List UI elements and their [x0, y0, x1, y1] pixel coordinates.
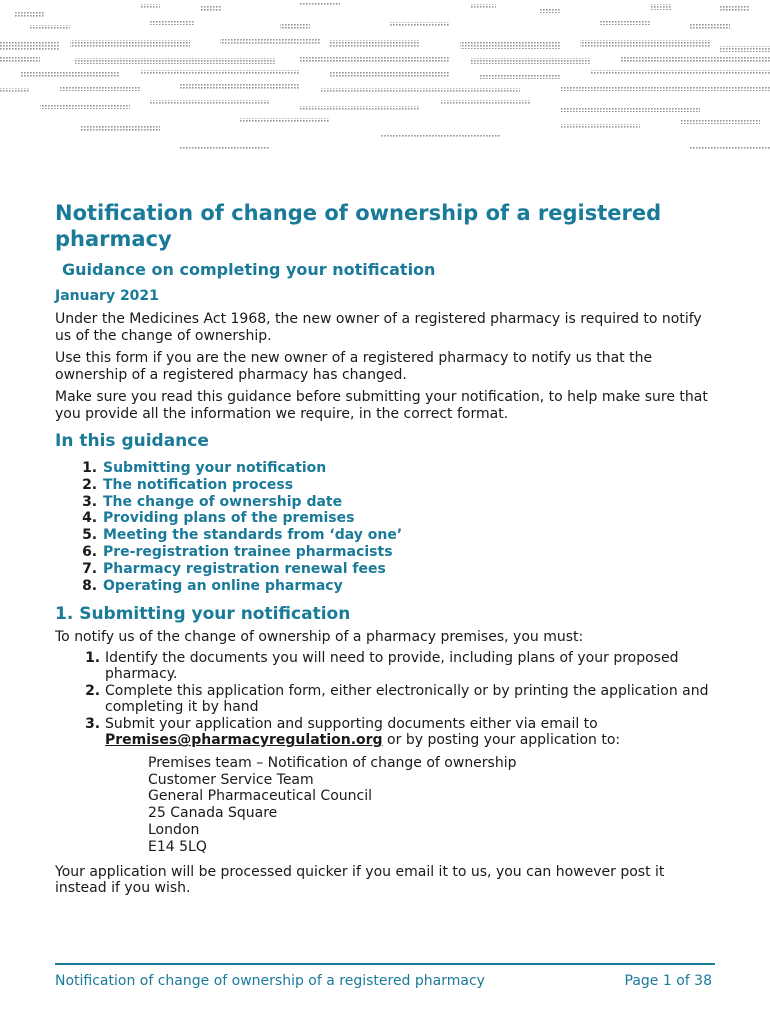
section-1-heading: 1. Submitting your notification	[55, 604, 351, 625]
toc-item[interactable]	[102, 510, 715, 527]
toc-link[interactable]: The notification process	[103, 476, 294, 493]
toc-item[interactable]	[102, 527, 715, 544]
document-date: January 2021	[55, 288, 159, 304]
toc-item[interactable]	[102, 578, 715, 595]
step-item	[105, 650, 715, 683]
toc-link[interactable]: Submitting your notification	[103, 460, 327, 476]
toc-heading: In this guidance	[55, 431, 209, 451]
intro-paragraph-2: Use this form if you are the new owner of a registered pharmacy to notify us that the ownership of a registered pharmacy has changed.	[55, 350, 653, 383]
banner-pattern-graphic	[0, 0, 770, 170]
postal-address	[148, 755, 715, 856]
document-body	[55, 200, 715, 897]
step-item	[105, 716, 715, 749]
document-title: Notification of change of ownership of a registered pharmacy	[55, 201, 662, 251]
toc-item[interactable]	[102, 477, 715, 494]
step-text: Complete this application form, either electronically or by printing the application and completing it by hand	[105, 682, 709, 716]
closing-paragraph: Your application will be processed quicker if you email it to us, you can however post it instead if you wish.	[55, 863, 665, 897]
header-banner-pattern	[0, 0, 770, 170]
footer-divider	[55, 963, 715, 965]
step-text: Submit your application and supporting documents either via email to	[105, 715, 598, 732]
toc-link[interactable]: Providing plans of the premises	[103, 510, 355, 527]
intro-paragraph-3: Make sure you read this guidance before submitting your notification, to help make sure that you provide all the information we require, in the correct format.	[55, 389, 708, 422]
step-text: or by posting your application to:	[382, 732, 621, 749]
toc-item[interactable]	[102, 494, 715, 511]
document-subtitle: Guidance on completing your notification	[62, 260, 436, 279]
address-line: London	[148, 822, 200, 839]
step-text: Identify the documents you will need to provide, including plans of your proposed pharmacy.	[105, 649, 679, 683]
footer-document-title: Notification of change of ownership of a registered pharmacy	[55, 973, 485, 989]
toc-link[interactable]: Pharmacy registration renewal fees	[103, 560, 386, 577]
premises-email-link[interactable]: Premises@pharmacyregulation.org	[105, 732, 383, 749]
toc-link[interactable]: Meeting the standards from ‘day one’	[103, 527, 403, 544]
submission-steps-list	[55, 650, 715, 749]
toc-link[interactable]: Pre-registration trainee pharmacists	[103, 543, 393, 560]
footer-page-number: Page 1 of 38	[624, 973, 712, 989]
address-line: Customer Service Team	[148, 771, 314, 788]
toc-link[interactable]: Operating an online pharmacy	[103, 577, 343, 594]
section-1-lead: To notify us of the change of ownership of a pharmacy premises, you must:	[55, 629, 584, 646]
address-line: General Pharmaceutical Council	[148, 788, 372, 805]
toc-item[interactable]	[102, 544, 715, 561]
address-line: 25 Canada Square	[148, 805, 278, 822]
toc-item[interactable]	[102, 460, 715, 477]
intro-paragraph-1: Under the Medicines Act 1968, the new owner of a registered pharmacy is required to notify us of the change of ownership.	[55, 311, 702, 344]
toc-link[interactable]: The change of ownership date	[103, 493, 343, 510]
step-item	[105, 683, 715, 716]
address-line: Premises team – Notification of change of ownership	[148, 754, 517, 771]
table-of-contents	[55, 460, 715, 594]
toc-item[interactable]	[102, 561, 715, 578]
address-line: E14 5LQ	[148, 838, 207, 855]
